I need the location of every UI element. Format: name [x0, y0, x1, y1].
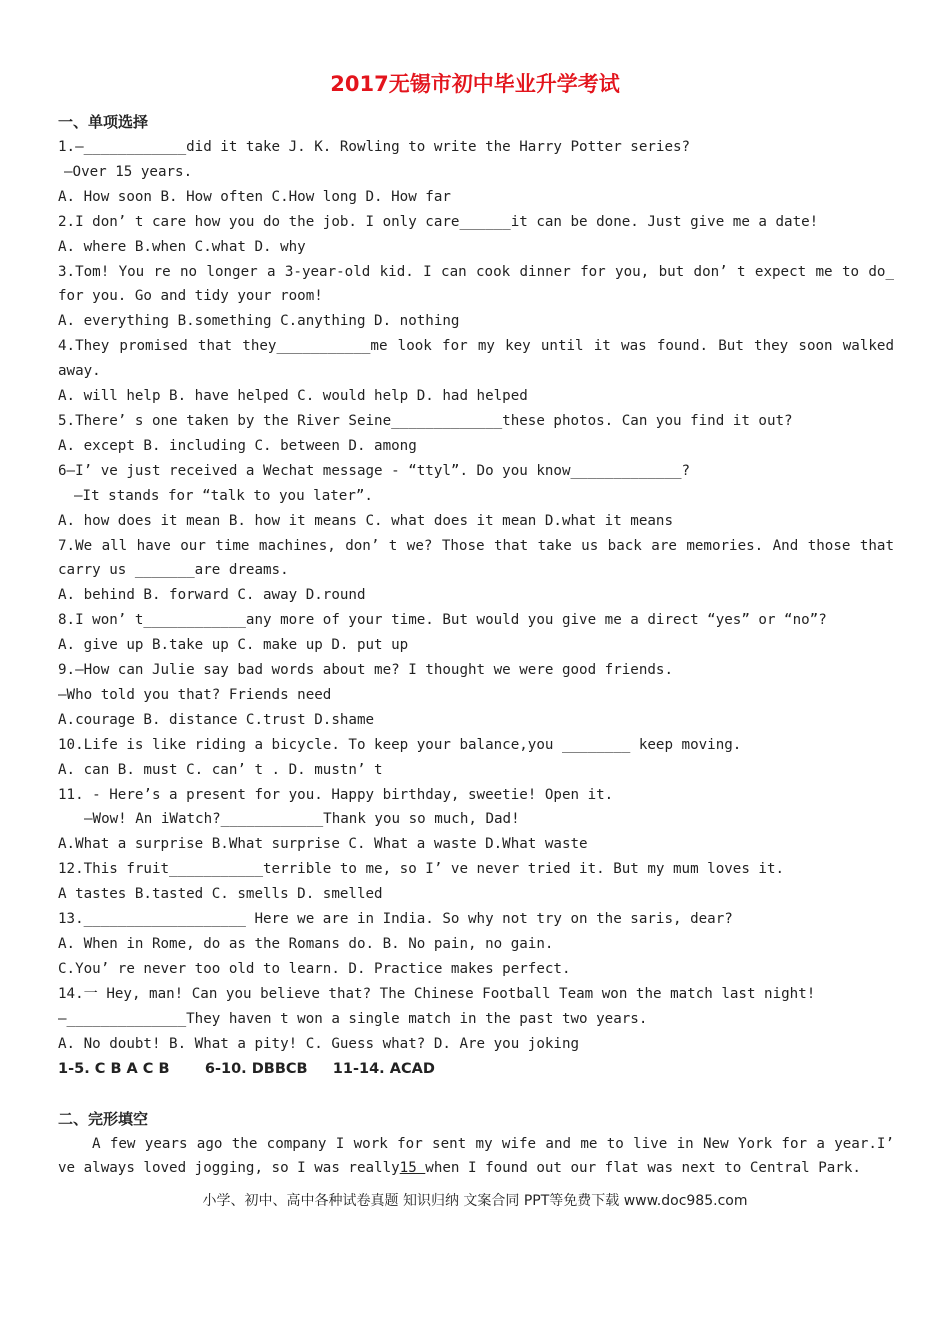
question-6-reply: —It stands for “talk to you later”. — [74, 487, 373, 504]
question-2-options: A. where B.when C.what D. why — [58, 238, 306, 255]
question-1: 1.—____________did it take J. K. Rowling to write the Harry Potter series? — [58, 139, 691, 155]
answer-blank: ___________ — [169, 861, 264, 878]
question-12-options: A tastes B.tasted C. smells D. smelled — [58, 886, 383, 903]
question-7-options: A. behind B. forward C. away D.round — [58, 587, 366, 604]
answer-blank: _____________ — [391, 412, 503, 429]
question-6-options: A. how does it mean B. how it means C. what does it mean D.what it means — [58, 512, 673, 529]
answer-blank: ____________ — [83, 139, 187, 155]
question-11-reply: —Wow! An iWatch?____________Thank you so much, Dad! — [84, 811, 520, 828]
answer-key: 1-5. C B A C B 6-10. DBBCB 11-14. ACAD — [58, 1060, 435, 1077]
question-7: 7.We all have our time machines, don’ t we? Those that take us back are memories. And those that carry us _______are dreams. — [58, 537, 894, 579]
section-heading-choice: 一、单项选择 — [58, 113, 149, 131]
question-1-reply: —Over 15 years. — [64, 163, 193, 180]
question-5: 5.There’ s one taken by the River Seine_____________these photos. Can you find it out? — [58, 412, 793, 429]
answer-blank: ____________ — [220, 811, 324, 828]
question-6: 6—I’ ve just received a Wechat message - “ttyl”. Do you know_____________? — [58, 462, 691, 479]
section-heading-cloze: 二、完形填空 — [58, 1109, 149, 1128]
question-14-reply: —______________They haven t won a single match in the past two years. — [58, 1010, 648, 1027]
footer-watermark: 小学、初中、高中各种试卷真题 知识归纳 文案合同 PPT等免费下载 www.doc985.com — [202, 1193, 748, 1209]
answer-blank: ______ — [459, 213, 511, 230]
answer-blank: ___________________ — [83, 911, 246, 928]
spacer — [58, 1082, 894, 1107]
question-12: 12.This fruit___________terrible to me, so I’ ve never tried it. But my mum loves it. — [58, 861, 785, 878]
question-10: 10.Life is like riding a bicycle. To keep your balance,you ________ keep moving. — [58, 736, 742, 753]
question-4-options: A. will help B. have helped C. would help D. had helped — [58, 388, 528, 405]
question-3: 3.Tom! You re no longer a 3-year-old kid. I can cook dinner for you, but don’ t expect me to do_ for you. Go and tidy your room! — [58, 263, 894, 305]
question-14-options: A. No doubt! B. What a pity! C. Guess what? D. Are you joking — [58, 1035, 580, 1052]
question-11-options: A.What a surprise B.What surprise C. What a waste D.What waste — [58, 836, 588, 853]
question-1-options: A. How soon B. How often C.How long D. How far — [58, 188, 451, 205]
question-9-reply: —Who told you that? Friends need — [58, 686, 332, 703]
answer-blank: _____________? — [570, 462, 691, 479]
question-2: 2.I don’ t care how you do the job. I only care______it can be done. Just give me a date! — [58, 213, 819, 230]
question-4: 4.They promised that they___________me look for my key until it was found. But they soon walked away. — [58, 338, 894, 380]
cloze-passage: A few years ago the company I work for sent my wife and me to live in New York for a year.I’ ve always loved jogging, so I was really15 when I found out our flat was next to Central Park. — [58, 1135, 894, 1177]
answer-blank: ___________ — [276, 338, 371, 355]
question-14: 14.一 Hey, man! Can you believe that? The Chinese Football Team won the match last night! — [58, 985, 816, 1002]
page-title: 2017无锡市初中毕业升学考试 — [330, 72, 620, 96]
question-9-options: A.courage B. distance C.trust D.shame — [58, 711, 375, 728]
question-5-options: A. except B. including C. between D. among — [58, 437, 417, 454]
answer-blank: ______________ — [66, 1010, 187, 1027]
question-13-options-ab: A. When in Rome, do as the Romans do. B. No pain, no gain. — [58, 936, 554, 952]
question-8-options: A. give up B.take up C. make up D. put up — [58, 637, 409, 654]
question-10-options: A. can B. must C. can’ t . D. mustn’ t — [58, 761, 383, 778]
question-13-options-cd: C.You’ re never too old to learn. D. Practice makes perfect. — [58, 960, 571, 977]
question-11: 11. - Here’s a present for you. Happy birthday, sweetie! Open it. — [58, 786, 614, 803]
exam-content — [58, 110, 894, 1181]
cloze-blank-15: 15 — [399, 1160, 426, 1177]
question-9: 9.—How can Julie say bad words about me? I thought we were good friends. — [58, 662, 673, 679]
question-8: 8.I won’ t____________any more of your time. But would you give me a direct “yes” or “no”? — [58, 612, 827, 629]
question-13: 13.___________________ Here we are in India. So why not try on the saris, dear? — [58, 911, 733, 928]
answer-blank: ____________ — [143, 612, 246, 629]
question-3-options: A. everything B.something C.anything D. nothing — [58, 313, 460, 330]
